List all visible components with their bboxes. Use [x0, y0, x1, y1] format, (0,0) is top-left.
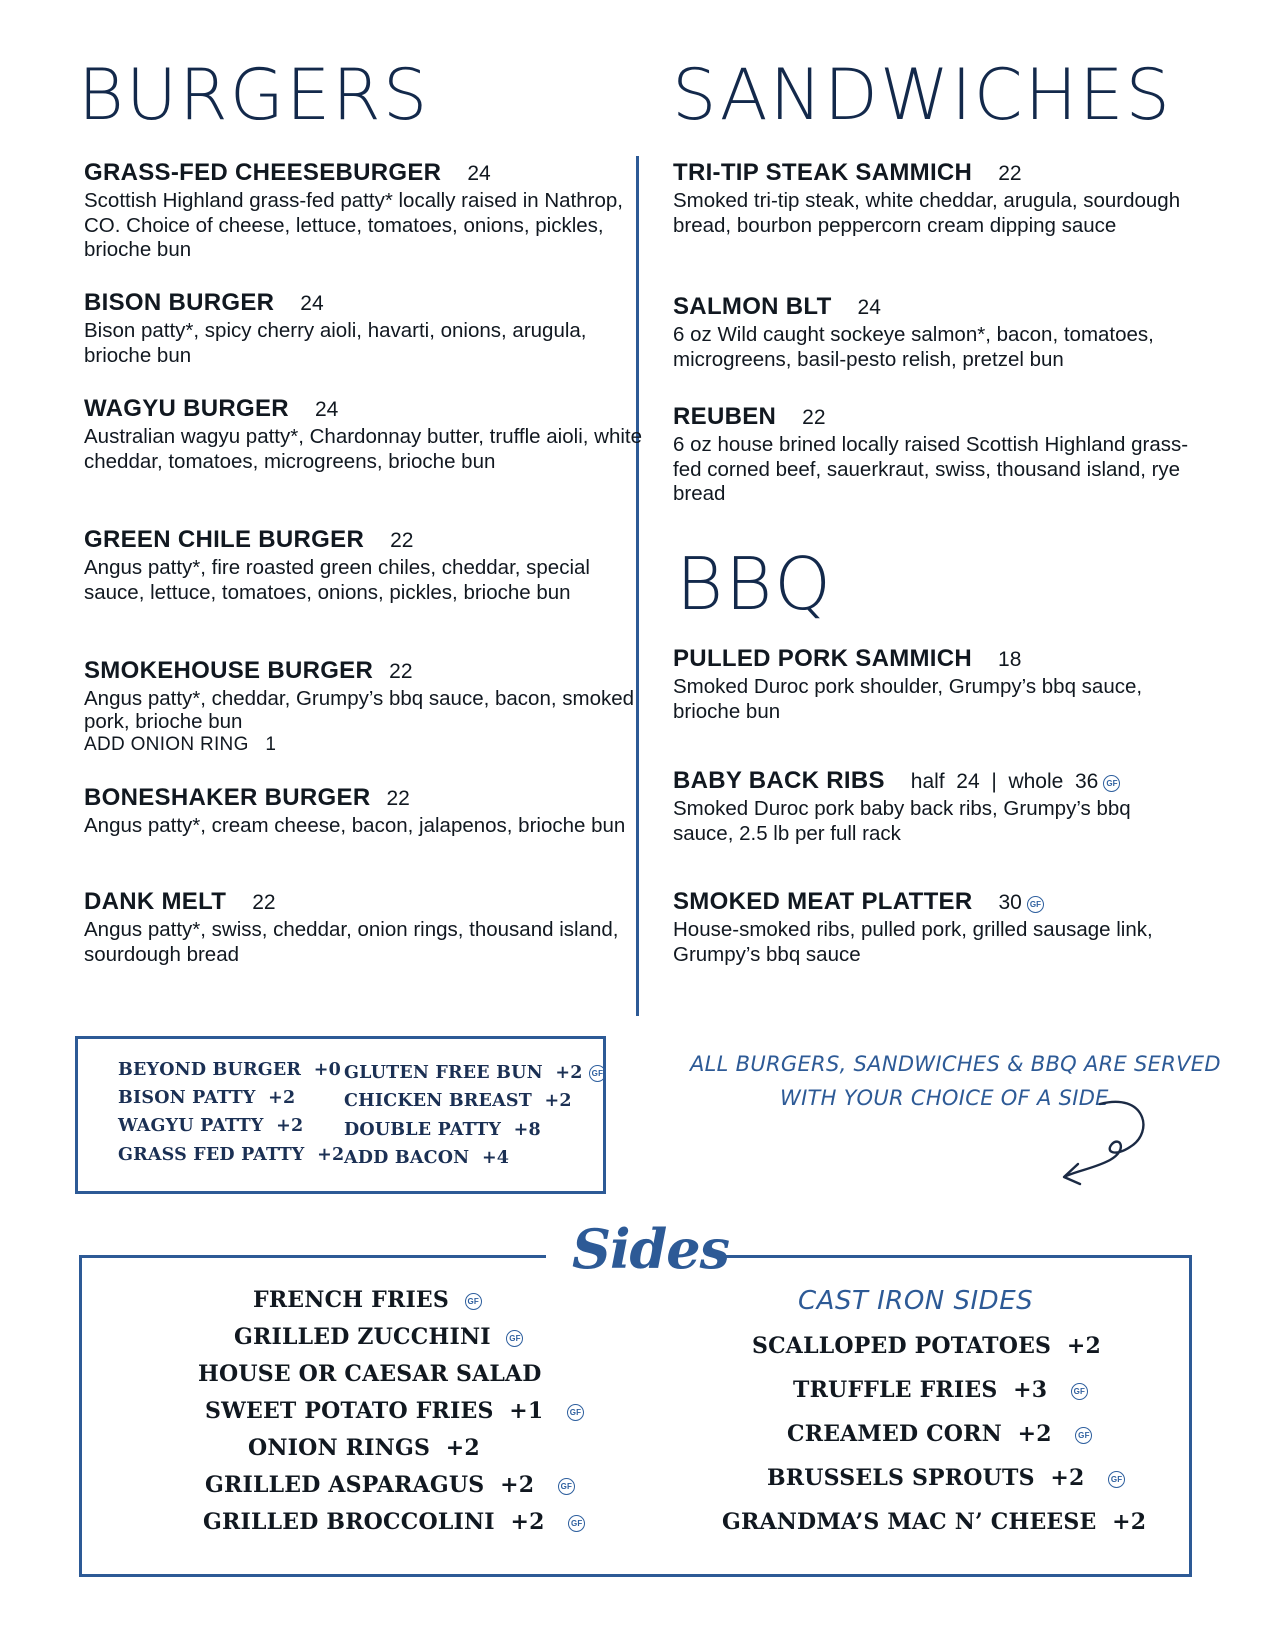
item-price: 22	[252, 891, 276, 914]
item-description: Smoked Duroc pork shoulder, Grumpy’s bbq sauce, brioche bun	[673, 675, 1143, 723]
item-description: House-smoked ribs, pulled pork, grilled sausage link, Grumpy’s bbq sauce	[673, 918, 1153, 966]
item-price: 22	[390, 529, 414, 552]
item-price: 24	[857, 296, 881, 319]
item-name: WAGYU BURGER	[84, 395, 289, 422]
side-truffle-fries	[793, 1377, 1088, 1403]
side-brussels-sprouts	[767, 1465, 1125, 1491]
item-name: REUBEN	[673, 403, 777, 430]
addon-beyond-burger: BEYOND BURGER +0	[118, 1060, 341, 1080]
side-onion-rings: ONION RINGS +2	[248, 1435, 480, 1461]
addon-add-bacon: ADD BACON +4	[344, 1148, 510, 1168]
served-note-line2: WITH YOUR CHOICE OF A SIDE	[780, 1086, 1109, 1110]
item-name: BONESHAKER BURGER	[84, 784, 371, 811]
item-description: Scottish Highland grass-fed patty* locally raised in Nathrop, CO. Choice of cheese, lettuce, tomatoes, onions, pickles, brioche bun	[84, 189, 623, 261]
menu-item-grass-fed-cheeseburger	[84, 160, 644, 263]
side-grilled-asparagus	[205, 1472, 575, 1498]
addon-label: GLUTEN FREE BUN +2	[344, 1063, 583, 1083]
item-name: DANK MELT	[84, 888, 227, 915]
item-description: Smoked Duroc pork baby back ribs, Grumpy’s bbq sauce, 2.5 lb per full rack	[673, 797, 1131, 845]
item-name: SMOKEHOUSE BURGER	[84, 657, 374, 684]
gluten-free-icon: GF	[1108, 1471, 1125, 1488]
gluten-free-icon: GF	[1103, 775, 1120, 792]
menu-item-bison-burger	[84, 290, 644, 368]
side-grilled-zucchini	[234, 1324, 523, 1350]
gluten-free-icon: GF	[1075, 1427, 1092, 1444]
menu-item-green-chile-burger	[84, 527, 644, 605]
menu-item-salmon-blt	[673, 294, 1243, 372]
menu-item-pulled-pork-sammich	[673, 646, 1243, 724]
item-description: Angus patty*, swiss, cheddar, onion rings, thousand island, sourdough bread	[84, 918, 619, 966]
gluten-free-icon: GF	[1027, 896, 1044, 913]
item-description: 6 oz house brined locally raised Scottish Highland grass-fed corned beef, sauerkraut, swiss, thousand island, rye bread	[673, 433, 1189, 505]
side-label: BRUSSELS SPROUTS +2	[767, 1465, 1085, 1491]
menu-item-smokehouse-burger	[84, 658, 644, 757]
item-description: Smoked tri-tip steak, white cheddar, arugula, sourdough bread, bourbon peppercorn cream dipping sauce	[673, 189, 1181, 237]
item-price: 30	[998, 891, 1022, 914]
addon-double-patty: DOUBLE PATTY +8	[344, 1120, 541, 1140]
menu-item-dank-melt	[84, 889, 644, 967]
item-name: GRASS-FED CHEESEBURGER	[84, 159, 442, 186]
menu-item-boneshaker-burger	[84, 785, 644, 837]
item-description: 6 oz Wild caught sockeye salmon*, bacon, tomatoes, microgreens, basil-pesto relish, pretzel bun	[673, 323, 1154, 371]
item-name: SALMON BLT	[673, 293, 832, 320]
addon-chicken-breast: CHICKEN BREAST +2	[344, 1091, 572, 1111]
item-price: 22	[386, 787, 410, 810]
menu-item-smoked-meat-platter	[673, 889, 1243, 967]
item-description: Australian wagyu patty*, Chardonnay butter, truffle aioli, white cheddar, tomatoes, microgreens, brioche bun	[84, 425, 642, 473]
item-description: Angus patty*, fire roasted green chiles, cheddar, special sauce, lettuce, tomatoes, onions, pickles, brioche bun	[84, 556, 590, 604]
item-description: Bison patty*, spicy cherry aioli, havarti, onions, arugula, brioche bun	[84, 319, 587, 367]
menu-item-tri-tip-steak-sammich	[673, 160, 1243, 238]
menu-item-baby-back-ribs	[673, 768, 1243, 846]
item-name: PULLED PORK SAMMICH	[673, 645, 973, 672]
gluten-free-icon: GF	[567, 1404, 584, 1421]
side-creamed-corn	[787, 1421, 1092, 1447]
side-label: FRENCH FRIES	[253, 1287, 449, 1313]
served-note-line1: ALL BURGERS, SANDWICHES & BBQ ARE SERVED	[690, 1052, 1221, 1076]
addon-grass-fed-patty: GRASS FED PATTY +2	[118, 1145, 345, 1165]
gluten-free-icon: GF	[506, 1330, 523, 1347]
curved-arrow-icon	[1050, 1092, 1160, 1192]
side-scalloped-potatoes: SCALLOPED POTATOES +2	[752, 1333, 1102, 1359]
item-name: BISON BURGER	[84, 289, 275, 316]
bbq-title: BBQ	[676, 542, 833, 626]
side-house-or-caesar-salad: HOUSE OR CAESAR SALAD	[198, 1361, 542, 1387]
item-name: TRI-TIP STEAK SAMMICH	[673, 159, 973, 186]
addon-bison-patty: BISON PATTY +2	[118, 1088, 296, 1108]
item-addon: ADD ONION RING 1	[84, 734, 277, 755]
cast-iron-sides-title: CAST IRON SIDES	[798, 1286, 1034, 1316]
burgers-title: BURGERS	[78, 54, 430, 136]
gluten-free-icon: GF	[465, 1293, 482, 1310]
item-name: GREEN CHILE BURGER	[84, 526, 365, 553]
gluten-free-icon: GF	[568, 1515, 585, 1532]
side-grandmas-mac-n-cheese: GRANDMA’S MAC N’ CHEESE +2	[722, 1509, 1147, 1535]
item-price: 24	[314, 398, 339, 421]
item-price: 22	[998, 162, 1022, 185]
item-price: 24	[467, 162, 491, 185]
menu-item-reuben	[673, 404, 1243, 507]
side-label: GRILLED BROCCOLINI +2	[203, 1509, 545, 1535]
item-name: SMOKED MEAT PLATTER	[673, 888, 973, 915]
addon-gluten-free-bun	[344, 1063, 606, 1083]
addon-wagyu-patty: WAGYU PATTY +2	[118, 1116, 304, 1136]
side-french-fries	[253, 1287, 482, 1313]
side-label: GRILLED ASPARAGUS +2	[205, 1472, 535, 1498]
item-price: 24	[300, 292, 324, 315]
side-label: TRUFFLE FRIES +3	[793, 1377, 1048, 1403]
gluten-free-icon: GF	[589, 1065, 606, 1082]
item-price: half 24 | whole 36	[910, 770, 1099, 793]
sides-title: Sides	[572, 1217, 730, 1281]
item-name: BABY BACK RIBS	[673, 767, 885, 794]
item-price: 22	[389, 660, 413, 683]
side-grilled-broccolini	[203, 1509, 585, 1535]
gluten-free-icon: GF	[1071, 1383, 1088, 1400]
gluten-free-icon: GF	[558, 1478, 575, 1495]
sandwiches-title: SANDWICHES	[672, 54, 1172, 136]
item-price: 22	[802, 406, 826, 429]
item-price: 18	[998, 648, 1022, 671]
item-description: Angus patty*, cream cheese, bacon, jalapenos, brioche bun	[84, 814, 626, 837]
item-description: Angus patty*, cheddar, Grumpy’s bbq sauce, bacon, smoked pork, brioche bun	[84, 687, 635, 733]
menu-item-wagyu-burger	[84, 396, 644, 474]
side-label: CREAMED CORN +2	[787, 1421, 1052, 1447]
side-label: GRILLED ZUCCHINI	[234, 1324, 491, 1350]
side-sweet-potato-fries	[205, 1398, 584, 1424]
side-label: SWEET POTATO FRIES +1	[205, 1398, 544, 1424]
